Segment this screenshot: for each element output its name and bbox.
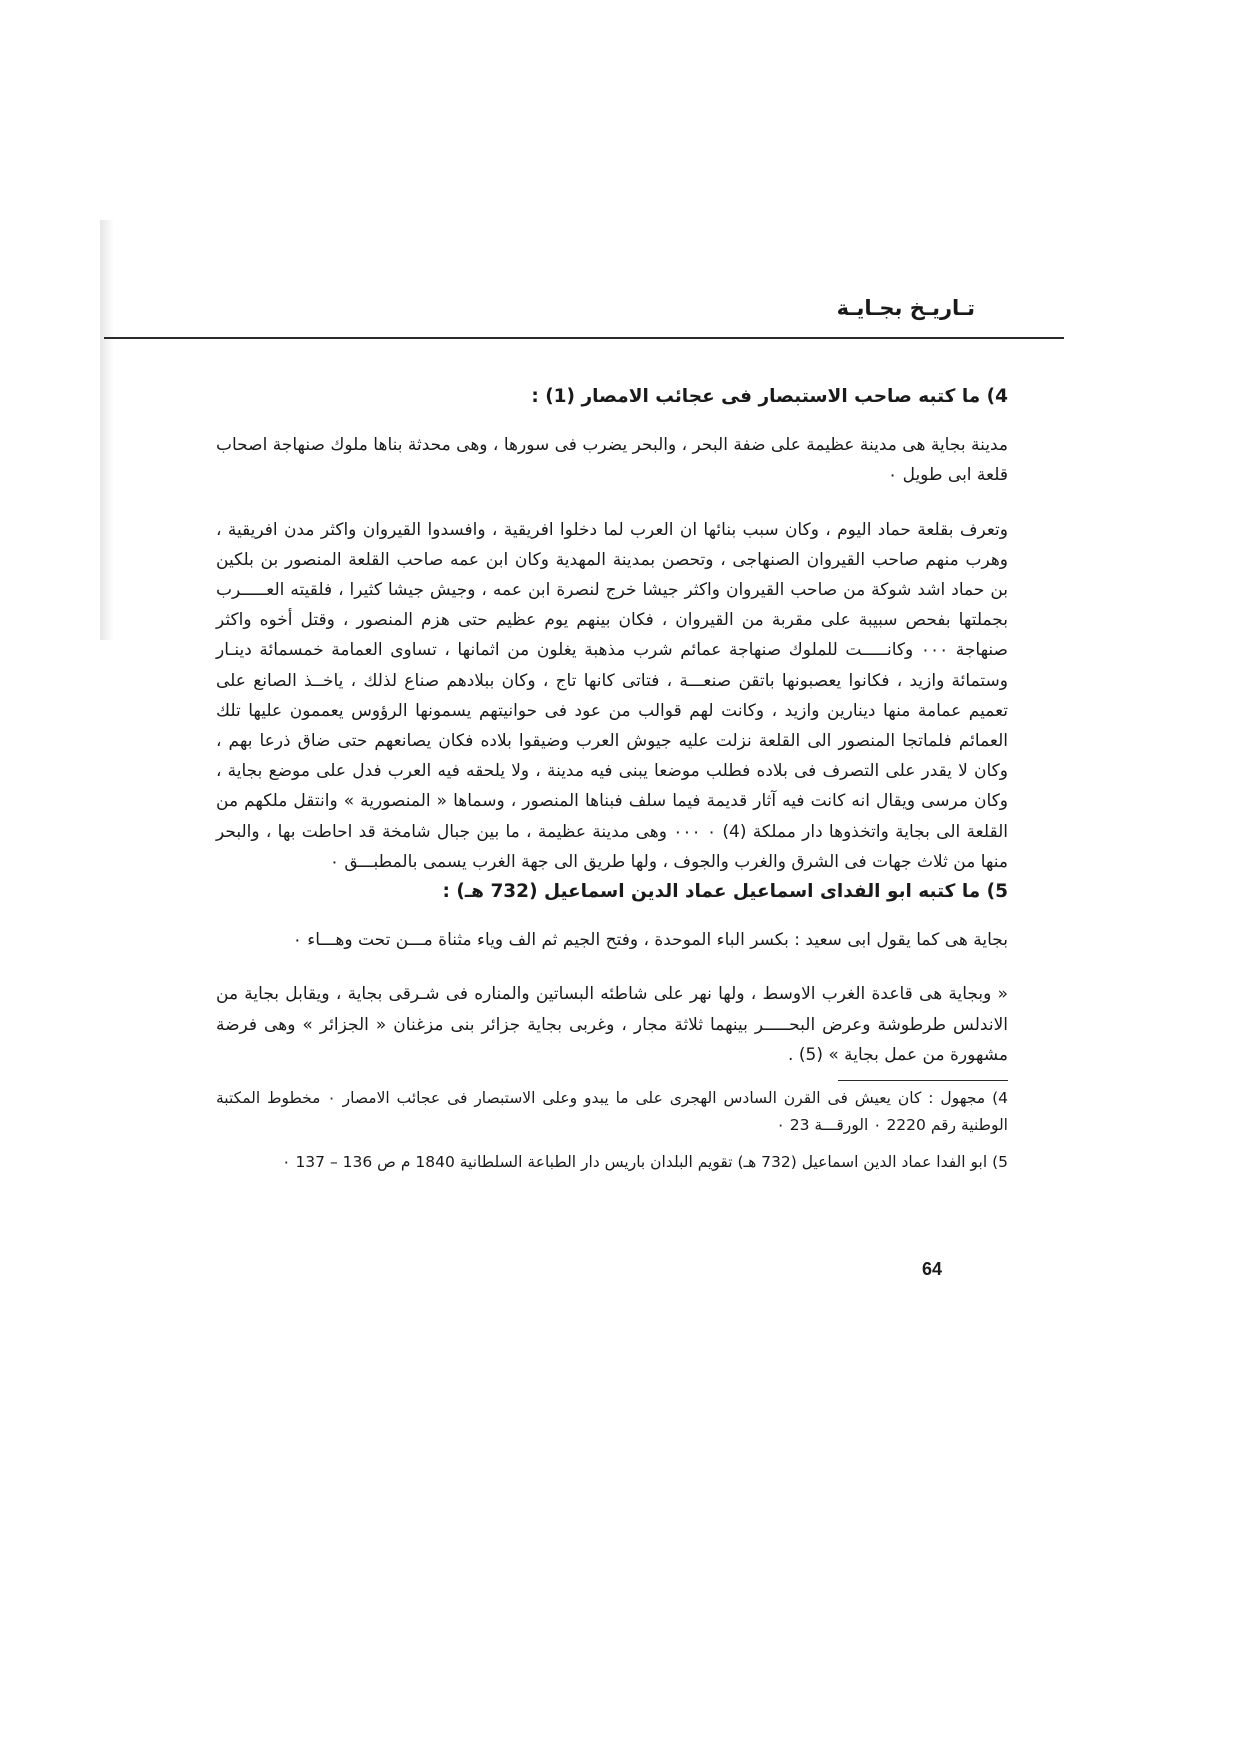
header-rule xyxy=(104,337,1064,339)
paragraph: « وبجاية هى قاعدة الغرب الاوسط ، ولها نهر على شاطئه البساتين والمناره فى شـرقى بجاية ، ويقابل بجاية من الاندلس طرطوشة وعرض البحـــــر بينهما ثلاثة مجار ، وغربى بجاية جزائر بنى مزغنان « الجزائر » وهى فرضة مشهورة من عمل بجاية » (5) . xyxy=(216,984,1008,1065)
scan-edge-shadow xyxy=(100,220,114,640)
paragraph: مدينة بجاية هى مدينة عظيمة على ضفة البحر ، والبحر يضرب فى سورها ، وهى محدثة بناها ملوك صنهاجة اصحاب قلعة ابى طويل ٠ xyxy=(216,435,1008,486)
section-heading-4: 4) ما كتبه صاحب الاستبصار فى عجائب الامصار (1) : xyxy=(531,386,1008,407)
paragraph: بجاية هى كما يقول ابى سعيد : بكسر الباء الموحدة ، وفتح الجيم ثم الف وياء مثناة مـــن تحت وهـــاء ٠ xyxy=(292,930,1008,951)
page-body xyxy=(216,382,1008,1176)
running-header-title: تـاريـخ بجـايـة xyxy=(836,296,975,320)
footnote-5: 5) ابو الفدا عماد الدين اسماعيل (732 هـ) تقويم البلدان باريس دار الطباعة السلطانية 1840 م ص 136 – 137 ٠ xyxy=(282,1153,1008,1172)
section-heading-5: 5) ما كتبه ابو الفداى اسماعيل عماد الدين اسماعيل (732 هـ) : xyxy=(442,881,1008,903)
footnote-separator xyxy=(838,1080,1008,1081)
footnote-4: 4) مجهول : كان يعيش فى القرن السادس الهجرى على ما يبدو وعلى الاستبصار فى عجائب الامصار ٠ مخطوط المكتبة الوطنية رقم 2220 ٠ الورقـــة 23 ٠ xyxy=(216,1089,1008,1135)
paragraph: وتعرف بقلعة حماد اليوم ، وكان سبب بنائها ان العرب لما دخلوا افريقية ، وافسدوا القيروان واكثر مدن افريقية ، وهرب منهم صاحب القيروان الصنهاجى ، وتحصن بمدينة المهدية وكان ابن عمه صاحب القلعة المنصور بن بلكين بن حماد اشد شوكة من صاحب القيروان واكثر جيشا خرج لنصرة ابن عمه ، وجيش جيشا كثيرا ، فلقيته العـــــرب بجملتها بفحص سبيبة على مقربة من القيروان ، فكان بينهم يوم عظيم حتى هزم المنصور ، وقتل أخوه واكثر صنهاجة ٠٠٠ وكانـــــت للملوك صنهاجة عمائم شرب مذهبة يغلون من اثمانها ، تساوى العمامة خمسمائة دينـار وستمائة وازيد ، فكانوا يعصبونها باتقن صنعـــة ، فتاتى كانها تاج ، وكان ببلادهم صناع لذلك ، ياخــذ الصانع على تعميم عمامة منها دينارين وازيد ، وكانت لهم قوالب من عود فى حوانيتهم يسمونها الرؤوس يعممون عليها تلك العمائم فلماتجا المنصور الى القلعة نزلت عليه جيوش العرب وضيقوا بلاده فكان يصانعهم حتى ضاق ذرعا بهم ، وكان لا يقدر على التصرف فى بلاده فطلب موضعا يبنى فيه مدينة ، ولا يلحقه فيه العرب فدل على موضع بجاية ، وكان مرسى ويقال انه كانت فيه آثار قديمة فيما سلف فبناها المنصور ، وسماها « المنصورية » وانتقل ملكهم من القلعة الى بجاية واتخذوها دار مملكة (4) ٠ ٠٠٠ وهى مدينة عظيمة ، ما بين جبال شامخة قد احاطت بها ، والبحر منها من ثلاث جهات فى الشرق والغرب والجوف ، ولها طريق الى جهة الغرب يسمى بالمطبـــق ٠ xyxy=(216,519,1008,872)
page-number: 64 xyxy=(922,1259,943,1279)
